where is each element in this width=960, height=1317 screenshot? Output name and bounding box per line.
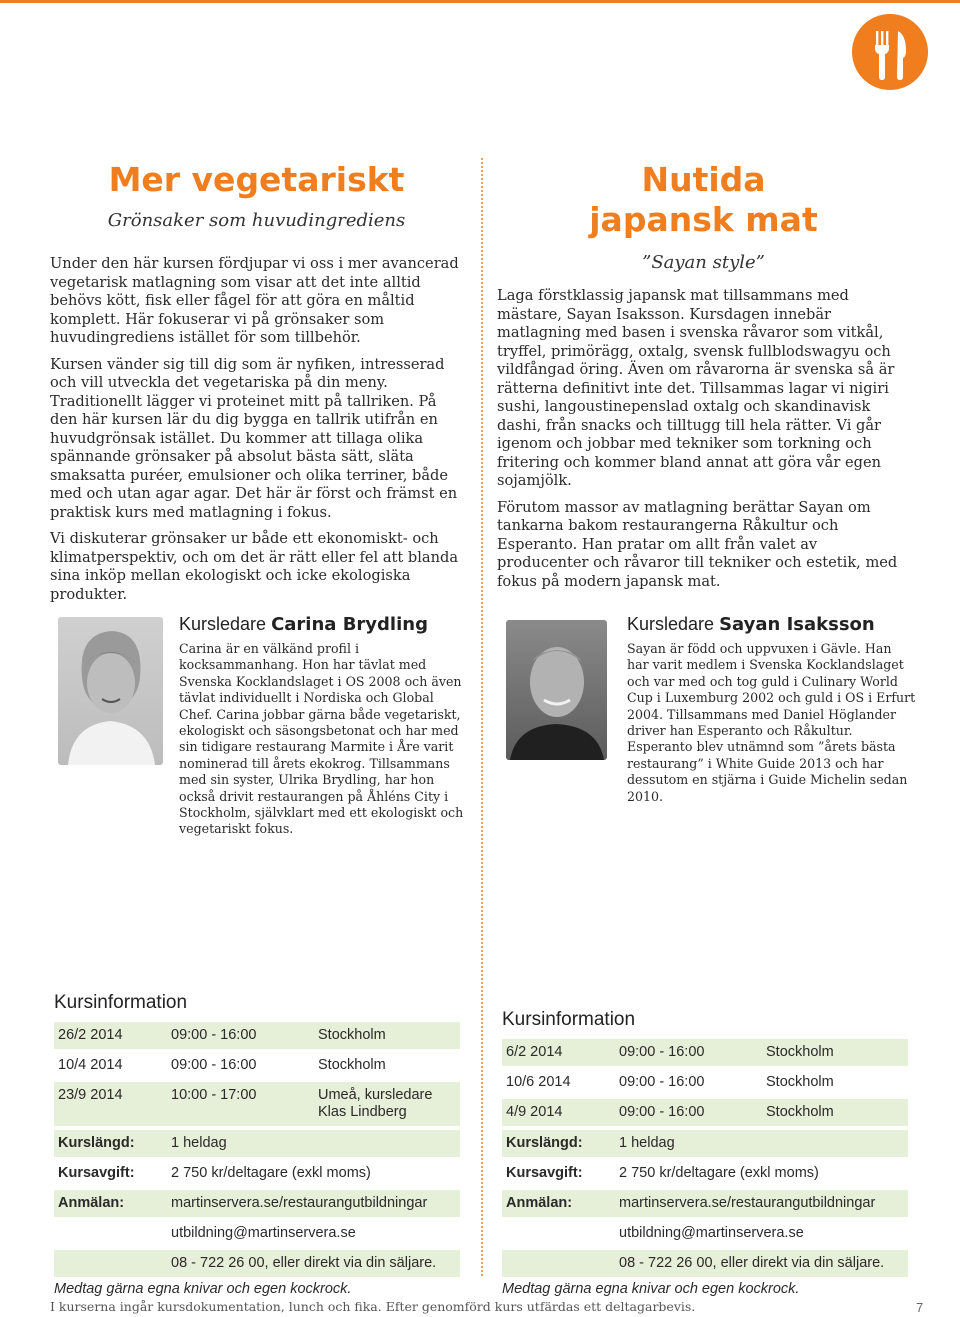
right-course-details	[502, 1130, 908, 1297]
column-divider	[481, 158, 483, 1276]
schedule-row	[502, 1099, 908, 1126]
registration-link[interactable]: martinservera.se/restaurangutbildningar	[619, 1195, 876, 1211]
schedule-row	[54, 1082, 460, 1126]
schedule-time: 09:00 - 16:00	[171, 1057, 257, 1073]
detail-row	[502, 1220, 908, 1247]
detail-value: 2 750 kr/deltagare (exkl moms)	[619, 1165, 819, 1181]
schedule-place: Stockholm	[318, 1057, 386, 1073]
left-bio-prefix: Kursledare	[179, 614, 267, 634]
detail-label	[506, 1255, 619, 1272]
detail-label: Kursavgift:	[506, 1165, 583, 1181]
right-title-line1: Nutida	[641, 160, 766, 199]
detail-label: Kurslängd:	[506, 1135, 583, 1151]
schedule-row	[54, 1022, 460, 1049]
schedule-date: 23/9 2014	[58, 1087, 123, 1103]
detail-label	[58, 1225, 171, 1242]
detail-row	[54, 1160, 460, 1187]
schedule-place: Stockholm	[766, 1044, 834, 1060]
detail-label	[506, 1225, 619, 1242]
right-course-title	[497, 160, 910, 240]
right-note: Medtag gärna egna knivar och egen kockrock.	[502, 1281, 800, 1297]
detail-label: Kurslängd:	[58, 1135, 135, 1151]
registration-link[interactable]: martinservera.se/restaurangutbildningar	[171, 1195, 428, 1211]
left-course-subtitle: Grönsaker som huvudingrediens	[107, 210, 406, 231]
left-course-details	[54, 1130, 460, 1297]
right-bio-heading	[627, 614, 917, 635]
left-course-section	[50, 160, 463, 612]
detail-row	[54, 1130, 460, 1157]
left-paragraph: Vi diskuterar grönsaker ur både ett ekonomiskt- och klimatperspektiv, och om det är rätt eller fel att blanda sina inköp mellan ekologiskt och icke ekologiska produkter.	[50, 530, 459, 603]
top-accent-line	[0, 0, 960, 3]
detail-value: 1 heldag	[619, 1135, 675, 1151]
right-bio-name: Sayan Isaksson	[719, 614, 875, 635]
schedule-time: 09:00 - 16:00	[619, 1104, 705, 1120]
phone-info: 08 - 722 26 00, eller direkt via din säljare.	[171, 1255, 437, 1271]
detail-label	[58, 1255, 171, 1272]
detail-label: Anmälan:	[506, 1195, 573, 1211]
detail-value: 2 750 kr/deltagare (exkl moms)	[171, 1165, 371, 1181]
schedule-place: Umeå, kursledare Klas Lindberg	[318, 1087, 433, 1120]
right-bio-text: Sayan är född och uppvuxen i Gävle. Han har varit medlem i Svenska Kocklandslaget och var med och tog guld i Culinary World Cup i Luxemburg 2002 och guld i OS i Erfurt 2004. Tillsammans med Daniel Höglander driver han Esperanto och Råkultur. Esperanto blev utnämnd som ”årets bästa restaurang” i White Guide 2013 och har dessutom en stjärna i Guide Michelin sedan 2010.	[627, 641, 916, 804]
email-link[interactable]: utbildning@martinservera.se	[619, 1225, 804, 1241]
left-info-title: Kursinformation	[54, 992, 188, 1013]
right-bio	[627, 614, 917, 805]
right-title-line2: japansk mat	[589, 200, 818, 239]
avatar-carina	[58, 617, 163, 765]
left-note: Medtag gärna egna knivar och egen kockrock.	[54, 1281, 352, 1297]
detail-row	[54, 1190, 460, 1217]
schedule-time: 09:00 - 16:00	[619, 1074, 705, 1090]
schedule-row	[502, 1069, 908, 1096]
schedule-date: 10/4 2014	[58, 1057, 123, 1073]
right-course-section	[497, 160, 910, 599]
phone-info: 08 - 722 26 00, eller direkt via din säljare.	[619, 1255, 885, 1271]
schedule-date: 26/2 2014	[58, 1027, 123, 1043]
detail-value: 1 heldag	[171, 1135, 227, 1151]
schedule-date: 10/6 2014	[506, 1074, 571, 1090]
schedule-place: Stockholm	[766, 1074, 834, 1090]
detail-row	[502, 1190, 908, 1217]
left-bio-heading	[179, 614, 469, 635]
cutlery-icon	[852, 14, 928, 90]
page-number: 7	[916, 1300, 924, 1315]
left-paragraph: Kursen vänder sig till dig som är nyfiken, intresserad och vill utveckla det vegetariska på din meny. Traditionellt lägger vi proteinet mitt på tallriken. På den här kursen lär du dig bygga en tallrik utifrån en huvudgrönsak istället. Du kommer att tillaga olika spännande grönsaker på absolut bästa sätt, släta smaksatta puréer, emulsioner och olika terriner, både med och utan agar agar. Det här är först och främst en praktisk kurs med matlagning i fokus.	[50, 355, 458, 521]
schedule-time: 09:00 - 16:00	[619, 1044, 705, 1060]
right-course-info	[502, 1009, 908, 1129]
left-paragraph: Under den här kursen fördjupar vi oss i mer avancerad vegetarisk matlagning som visar att det inte alltid behövs kött, fisk eller fågel för att göra en måltid komplett. Här fokuserar vi på grönsaker som huvudingrediens istället för som tillbehör.	[50, 255, 459, 346]
right-bio-prefix: Kursledare	[627, 614, 715, 634]
left-bio-name: Carina Brydling	[271, 614, 428, 635]
footer-text: I kurserna ingår kursdokumentation, lunch och fika. Efter genomförd kurs utfärdas ett deltagarbevis.	[50, 1299, 696, 1314]
detail-row	[502, 1250, 908, 1277]
detail-row	[502, 1130, 908, 1157]
right-course-subtitle: ”Sayan style”	[642, 252, 765, 273]
detail-row	[502, 1160, 908, 1187]
schedule-date: 4/9 2014	[506, 1104, 563, 1120]
schedule-row	[502, 1039, 908, 1066]
left-course-title: Mer vegetariskt	[108, 160, 405, 199]
schedule-place: Stockholm	[766, 1104, 834, 1120]
detail-label: Kursavgift:	[58, 1165, 135, 1181]
right-paragraph: Förutom massor av matlagning berättar Sayan om tankarna bakom restaurangerna Råkultur och Esperanto. Han pratar om allt från valet av producenter och råvaror till tekniker och estetik, med fokus på modern japansk mat.	[497, 498, 898, 590]
right-info-title: Kursinformation	[502, 1009, 636, 1030]
schedule-date: 6/2 2014	[506, 1044, 563, 1060]
email-link[interactable]: utbildning@martinservera.se	[171, 1225, 356, 1241]
left-course-info	[54, 992, 460, 1129]
right-paragraph: Laga förstklassig japansk mat tillsammans med mästare, Sayan Isaksson. Kursdagen innebär matlagning med basen i svenska råvaror som vitkål, tryffel, primörägg, oxtalg, svensk fullblodswagyu och vildfångad öring. Även om råvarorna är svenska så är rätterna definitivt inte det. Tillsammas lagar vi nigiri sushi, langoustinepenslad oxtalg och skandinavisk dashi, från snacks och tilltugg till hela rätter. Vi går igenom och jobbar med tekniker som torkning och fritering och kommer bland annat att göra vår egen sojamjölk.	[497, 287, 895, 489]
left-bio-text: Carina är en välkänd profil i kocksammanhang. Hon har tävlat med Svenska Kocklandslaget i OS 2008 och även tävlat individuellt i Nordiska och Global Chef. Carina jobbar gärna både vegetariskt, ekologiskt och säsongsbetonat och har med sin tidigare restaurang Marmite i Åre varit nominerad till årets ekokrog. Tillsammans med sin syster, Ulrika Brydling, har hon också drivit restaurangen på Åhléns City i Stockholm, självklart med ett ekologiskt och vegetariskt fokus.	[179, 641, 464, 837]
schedule-time: 09:00 - 16:00	[171, 1027, 257, 1043]
detail-label: Anmälan:	[58, 1195, 125, 1211]
detail-row	[54, 1250, 460, 1277]
left-bio	[179, 614, 469, 838]
schedule-row	[54, 1052, 460, 1079]
schedule-time: 10:00 - 17:00	[171, 1087, 257, 1103]
detail-row	[54, 1220, 460, 1247]
avatar-sayan	[506, 620, 607, 760]
schedule-place: Stockholm	[318, 1027, 386, 1043]
